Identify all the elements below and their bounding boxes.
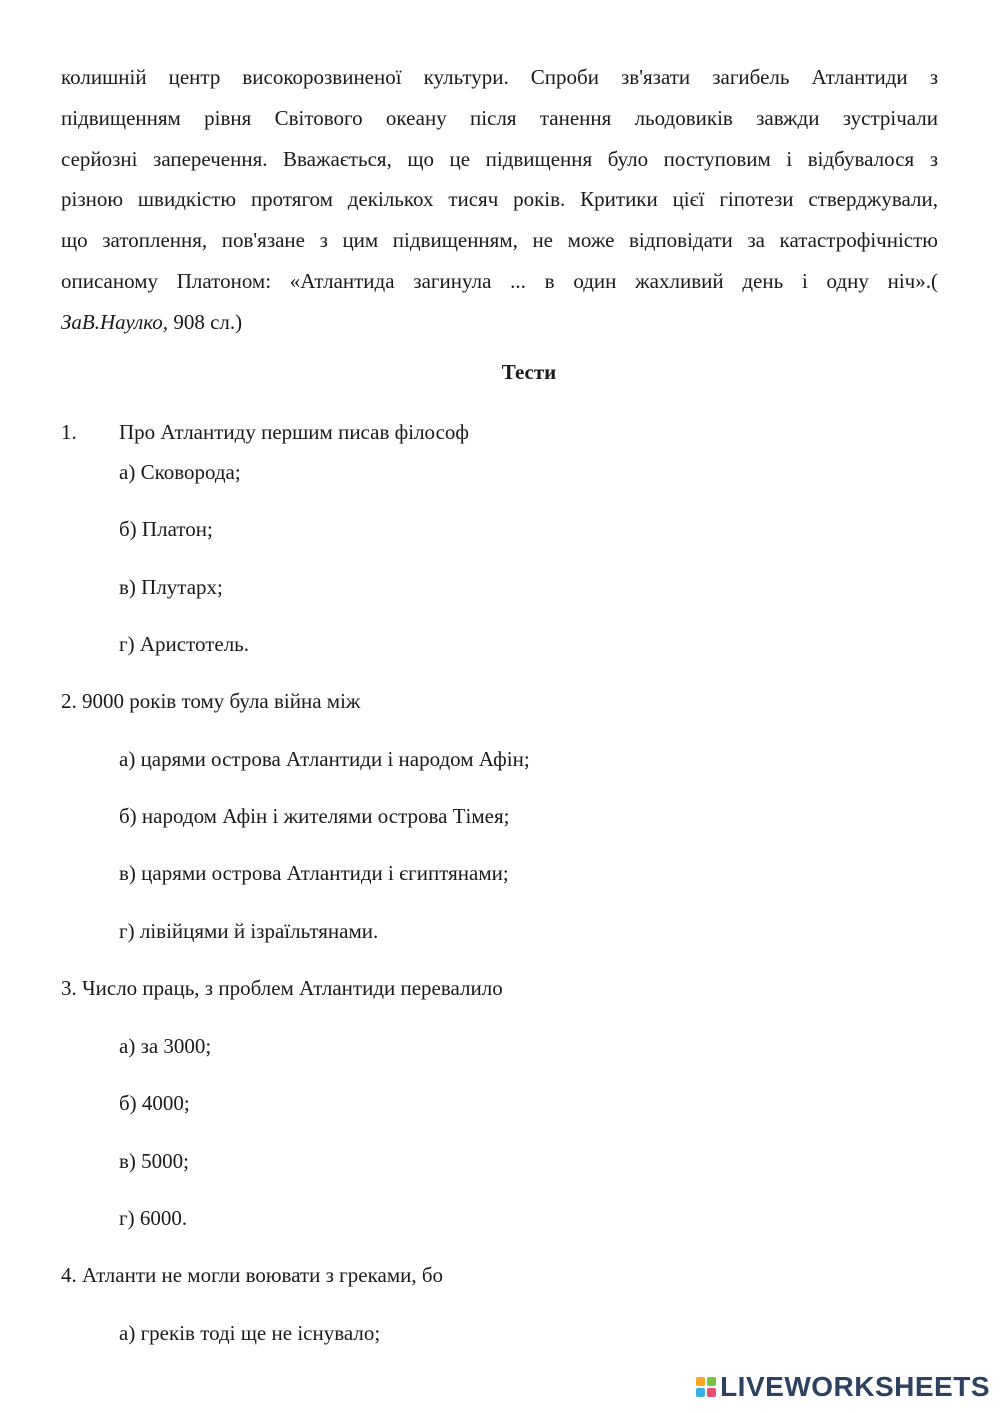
citation-author: ЗаВ.Наулко, — [61, 309, 169, 334]
question-1 — [61, 420, 469, 445]
liveworksheets-watermark — [696, 1371, 990, 1403]
answer-option[interactable]: а) за 3000; — [119, 1034, 212, 1058]
answer-option[interactable]: б) народом Афін і жителями острова Тімея; — [119, 804, 510, 828]
answer-option[interactable]: б) 4000; — [119, 1091, 190, 1115]
answer-option[interactable]: в) Плутарх; — [119, 575, 223, 599]
section-heading: Тести — [501, 360, 557, 384]
citation-rest: 908 сл.) — [168, 309, 243, 334]
question-3: 3. Число праць, з проблем Атлантиди перевалило — [61, 976, 503, 1000]
paragraph-line: колишній центр високорозвиненої культури. Спроби зв'язати загибель Атлантиди з — [61, 65, 938, 89]
watermark-text: LIVEWORKSHEETS — [720, 1371, 990, 1402]
answer-option[interactable]: г) Аристотель. — [119, 632, 250, 656]
answer-option[interactable]: а) Сковорода; — [119, 460, 241, 484]
intro-paragraph — [61, 57, 938, 343]
logo-block — [696, 1388, 705, 1397]
paragraph-line: описаному Платоном: «Атлантида загинула ... в один жахливий день і одну ніч».( — [61, 268, 938, 293]
paragraph-line: серйозні заперечення. Вважається, що це підвищення було поступовим і відбувалося з — [61, 146, 938, 171]
answer-option[interactable]: в) 5000; — [119, 1149, 189, 1173]
answer-option[interactable]: в) царями острова Атлантиди і єгиптянами; — [119, 861, 509, 885]
paragraph-line: підвищенням рівня Світового океану після танення льодовиків завжди зустрічали — [61, 105, 938, 130]
answer-option[interactable]: г) 6000. — [119, 1206, 188, 1230]
liveworksheets-logo-icon — [696, 1377, 716, 1397]
paragraph-citation-line — [61, 302, 938, 343]
answer-option[interactable]: а) греків тоді ще не існувало; — [119, 1321, 381, 1345]
answer-option[interactable]: г) лівійцями й ізраїльтянами. — [119, 919, 379, 943]
question-4: 4. Атланти не могли воювати з греками, бо — [61, 1263, 444, 1287]
question-number: 1. — [61, 420, 77, 444]
logo-block — [707, 1388, 716, 1397]
logo-block — [696, 1377, 705, 1386]
question-2: 2. 9000 років тому була війна між — [61, 689, 361, 713]
logo-block — [707, 1377, 716, 1386]
paragraph-line: що затоплення, пов'язане з цим підвищенням, не може відповідати за катастрофічністю — [61, 228, 938, 253]
paragraph-line: різною швидкістю протягом декількох тисяч років. Критики цієї гіпотези стверджували, — [61, 187, 938, 212]
answer-option[interactable]: б) Платон; — [119, 517, 213, 541]
answer-option[interactable]: а) царями острова Атлантиди і народом Афін; — [119, 747, 530, 771]
question-text: Про Атлантиду першим писав філософ — [119, 420, 469, 444]
